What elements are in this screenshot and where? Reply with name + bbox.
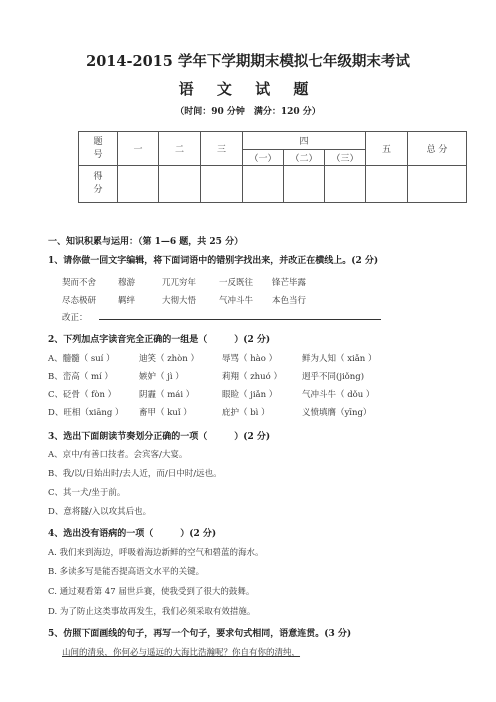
q5-prompt: 5、仿照下面画线的句子，再写一个句子，要求句式相同，语意连贯。(3 分) — [48, 629, 352, 639]
q1-word: 气冲斗牛 — [219, 296, 254, 306]
q4-option: D. 为了防止这类事故再发生，我们必须采取有效措施。 — [48, 607, 256, 617]
q2-option: C、砭骨（ fòn ） — [48, 390, 117, 400]
q2-option: 庇护（ bì ） — [222, 408, 270, 418]
q2-option: A、髓髓（ suí ） — [48, 354, 115, 364]
q4-option: B. 多读多写是能否提高语文水平的关键。 — [48, 567, 205, 577]
q3-option: D、意将隧/入以攻其后也。 — [48, 507, 152, 517]
col-two: 二 — [159, 132, 201, 166]
score-cell[interactable] — [243, 166, 284, 203]
q2-option: B、峦高（ mí ） — [48, 372, 113, 382]
q4-option: A. 我们来到海边，呼吸着海边新鲜的空气和碧蓝的海水。 — [48, 548, 264, 558]
q4-option: C. 通过观看第 47 届世乒赛，使我受到了很大的鼓舞。 — [48, 587, 255, 597]
section1-heading: 一、知识积累与运用：（第 1—6 题，共 25 分） — [48, 237, 244, 247]
sub-col-three: （三） — [325, 150, 366, 166]
q2-option: 义愤填膺（yīng） — [302, 408, 372, 418]
q1-word: 羁绊 — [118, 296, 136, 306]
q2-option: 阴霾（ mái ） — [139, 390, 195, 400]
score-cell[interactable] — [366, 166, 408, 203]
q1-prompt: 1、请你做一回文字编辑，将下面词语中的错别字找出来，并改正在横线上。(2 分) — [48, 256, 379, 266]
q2-option: 畜甲（ kuǐ ） — [139, 408, 192, 418]
q4-prompt: 4、选出没有语病的一项（ ）(2 分) — [48, 529, 217, 539]
score-table — [78, 131, 467, 203]
exam-subtitle: 语 文 试 题 — [178, 80, 318, 98]
q1-word: 尽态极研 — [62, 296, 97, 306]
q2-option: 迪笑（ zhòn ） — [139, 354, 199, 364]
q1-correct-label: 改正： — [62, 313, 88, 323]
q2-option: 眼睑（ jiǎn ） — [222, 390, 278, 400]
row-label-score: 得 分 — [79, 166, 118, 203]
q2-option: 辱骂（ hào ） — [222, 354, 278, 364]
q2-option: 迥乎不同(jiǒng) — [302, 372, 365, 382]
score-cell[interactable] — [284, 166, 325, 203]
q2-option: 莉翔（ zhuó ） — [222, 372, 282, 382]
score-cell[interactable] — [408, 166, 467, 203]
score-cell[interactable] — [118, 166, 159, 203]
q1-word: 穆游 — [118, 278, 136, 288]
col-five: 五 — [366, 132, 408, 166]
score-cell[interactable] — [201, 166, 243, 203]
q3-option: A、京中/有善口技者。会宾客/大宴。 — [48, 450, 188, 460]
q1-word: 一反既往 — [219, 278, 254, 288]
q3-prompt: 3、选出下面朗读节奏划分正确的一项（ ）(2 分) — [48, 432, 271, 442]
row-label-question: 题 号 — [79, 132, 118, 166]
col-total: 总 分 — [408, 132, 467, 166]
q3-option: C、其一犬/坐于前。 — [48, 488, 126, 498]
exam-info: （时间：90 分钟 满分：120 分） — [175, 107, 321, 117]
q1-word: 契而不舍 — [62, 278, 97, 288]
score-cell[interactable] — [159, 166, 201, 203]
q1-word: 本色当行 — [272, 296, 307, 306]
sub-col-one: （一） — [243, 150, 284, 166]
q5-model-sentence: 山间的清泉，你何必与遥远的大海比浩瀚呢？你自有你的清纯， — [62, 648, 301, 658]
q1-word: 大彻大悟 — [162, 296, 197, 306]
q3-option: B、我/以/日始出时/去人近，而/日中时/远也。 — [48, 469, 222, 479]
q1-word: 锋芒毕露 — [272, 278, 307, 288]
col-four: 四 — [243, 132, 366, 150]
q2-option: 嫉妒（ jì ） — [139, 372, 184, 382]
q1-answer-line[interactable] — [99, 319, 381, 320]
q2-option: 气冲斗牛（ dǒu ） — [302, 390, 375, 400]
col-one: 一 — [118, 132, 159, 166]
q2-option: 鲜为人知（ xiǎn ） — [302, 354, 377, 364]
q1-word: 兀兀穷年 — [162, 278, 197, 288]
exam-title: 2014-2015 学年下学期期末模拟七年级期末考试 — [86, 53, 410, 70]
col-three: 三 — [201, 132, 243, 166]
sub-col-two: （二） — [284, 150, 325, 166]
score-cell[interactable] — [325, 166, 366, 203]
q2-prompt: 2、下列加点字读音完全正确的一组是（ ）(2 分) — [48, 335, 271, 345]
q2-option: D、旺相（xiāng ） — [48, 408, 124, 418]
